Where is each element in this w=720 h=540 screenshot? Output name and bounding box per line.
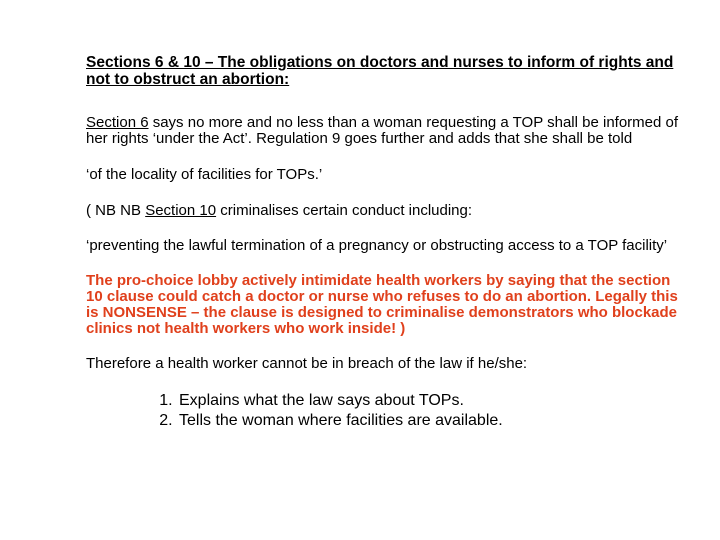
slide-content <box>86 54 686 431</box>
section-10-quote: ‘preventing the lawful termination of a pregnancy or obstructing access to a TOP facility’ <box>86 237 668 254</box>
section-6-paragraph <box>86 115 686 147</box>
slide-title: Sections 6 & 10 – The obligations on doctors and nurses to inform of rights and not to obstruct an abortion: <box>86 54 674 88</box>
section-10-prefix: ( NB NB <box>86 202 146 219</box>
warning-paragraph: The pro-choice lobby actively intimidate health workers by saying that the section 10 clause could catch a doctor or nurse who refuses to do an abortion. Legally this is NONSENSE – the clause is designed to criminalise demonstrators who blockade clinics not health workers who work inside! ) <box>86 272 678 337</box>
section-10-text: criminalises certain conduct including: <box>216 202 473 219</box>
obligations-list <box>86 391 686 431</box>
conclusion-paragraph: Therefore a health worker cannot be in breach of the law if he/she: <box>86 355 528 372</box>
section-10-reference: Section 10 <box>145 202 217 219</box>
list-item: 2. Tells the woman where facilities are available. <box>177 411 686 431</box>
section-6-reference: Section 6 <box>86 114 149 131</box>
regulation-quote: ‘of the locality of facilities for TOPs.’ <box>86 166 323 183</box>
section-10-paragraph <box>86 203 686 219</box>
section-6-text: says no more and no less than a woman requesting a TOP shall be informed of her rights ‘under the Act’. Regulation 9 goes further and adds that she shall be told <box>86 114 679 147</box>
list-item: 1. Explains what the law says about TOPs. <box>177 391 686 411</box>
